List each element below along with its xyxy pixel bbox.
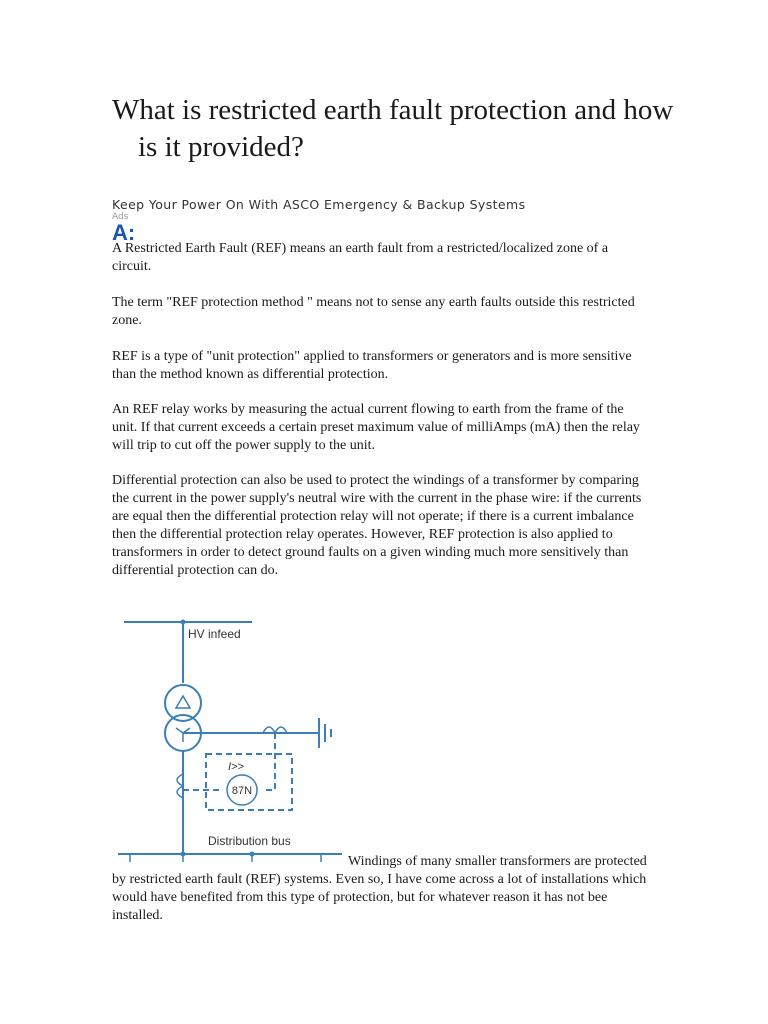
answer-paragraph: The term "REF protection method " means not to sense any earth faults outside this restricted zone. (112, 295, 635, 328)
question-title: What is restricted earth fault protection and how is it provided? (112, 94, 674, 163)
star-symbol (176, 728, 190, 742)
ads-label: Ads (112, 212, 129, 222)
hv-infeed-label: HV infeed (188, 627, 241, 641)
answer-paragraph: REF is a type of "unit protection" applied to transformers or generators and is more sensitive than the method known as differential protection. (112, 349, 632, 382)
relay-setting-label: I>> (228, 761, 244, 773)
relay-box (206, 754, 292, 810)
answer-paragraph: A Restricted Earth Fault (REF) means an earth fault from a restricted/localized zone of a circuit. (112, 241, 609, 274)
answer-label: A: (112, 220, 136, 245)
relay-code-label: 87N (231, 785, 253, 797)
answer-paragraph: Differential protection can also be used to protect the windings of a transformer by comparing the current in the power supply's neutral wire with the current in the phase wire: if the currents are equal then the differential protection relay will not operate; if there is a current imbalance then the differential protection relay operates. However, REF protection is also applied to transformers in order to detect ground faults on a given winding much more sensitively than differential protection can do. (112, 473, 642, 578)
delta-symbol (176, 696, 190, 708)
ref-protection-diagram (110, 612, 350, 862)
distribution-bus-label: Distribution bus (208, 834, 291, 848)
answer-paragraph: Windings of many smaller transformers are protected by restricted earth fault (REF) systems. Even so, I have come across a lot of installations which would have benefited from this type of protection, but for whatever reason it has not bee installed. (112, 854, 647, 923)
answer-paragraph: An REF relay works by measuring the actual current flowing to earth from the frame of the unit. If that current exceeds a certain preset maximum value of milliAmps (mA) then the relay will trip to cut off the power supply to the unit. (112, 402, 640, 453)
ad-link[interactable]: Keep Your Power On With ASCO Emergency & Backup Systems (112, 197, 526, 212)
